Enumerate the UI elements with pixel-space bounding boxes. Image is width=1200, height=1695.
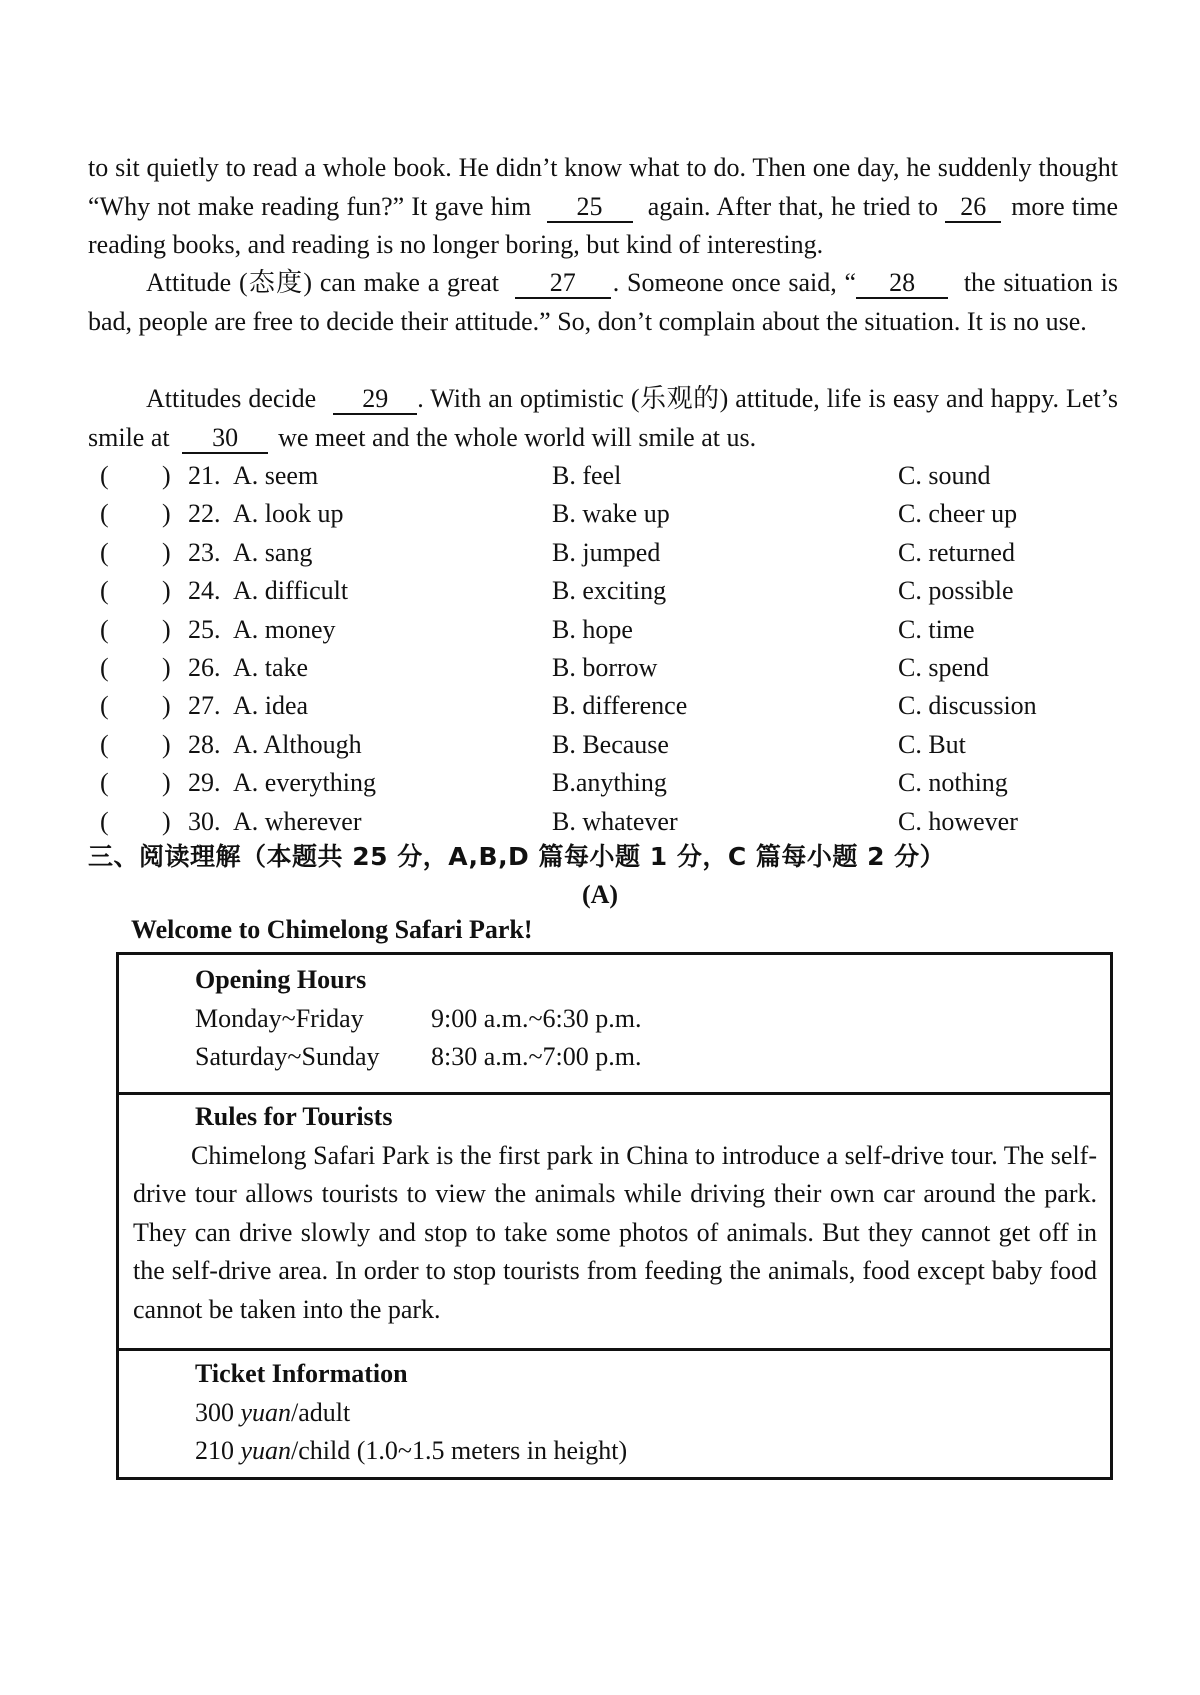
question-number: 29. (188, 768, 221, 798)
ticket-child (195, 1432, 627, 1471)
option-a[interactable]: A. sang (233, 537, 313, 567)
answer-paren-right: ) (162, 768, 171, 798)
answer-paren-right: ) (162, 729, 171, 759)
question-number: 28. (188, 729, 221, 759)
answer-paren-left: ( (100, 614, 109, 644)
rules-text: Chimelong Safari Park is the first park in China to introduce a self-drive tour. The self-drive tour allows tourists to view the animals while driving their own car around the park. They can drive slowly and stop to take some photos of animals. But they cannot get off in the self-drive area. In order to stop tourists from feeding the animals, food except baby food cannot be taken into the park. (133, 1140, 1097, 1324)
hours-time: 8:30 a.m.~7:00 p.m. (431, 1042, 642, 1071)
option-a[interactable]: A. everything (233, 768, 376, 798)
question-row (92, 534, 1122, 572)
answer-paren-right: ) (162, 461, 171, 490)
rules-section (133, 1098, 1097, 1329)
answer-paren-left: ( (100, 653, 109, 682)
question-row (92, 687, 1122, 725)
option-c[interactable]: C. time (898, 614, 975, 644)
answer-paren-right: ) (162, 806, 171, 836)
question-number: 21. (188, 461, 221, 490)
part-label: (A) (581, 880, 619, 909)
question-row (92, 726, 1122, 764)
opening-hours-heading: Opening Hours (195, 965, 367, 994)
answer-paren-left: ( (100, 461, 109, 490)
option-a[interactable]: A. seem (233, 461, 319, 490)
question-number: 24. (188, 576, 221, 606)
rules-heading: Rules for Tourists (195, 1102, 393, 1131)
rules-body (133, 1137, 1097, 1330)
adult-label: /adult (291, 1397, 351, 1427)
passage-text: again. After that, he tried to (647, 191, 938, 221)
answer-paren-left: ( (100, 806, 109, 836)
option-b[interactable]: B. hope (552, 614, 633, 644)
answer-paren-left: ( (100, 691, 109, 721)
option-b[interactable]: B. feel (552, 461, 622, 490)
passage-text: we meet and the whole world will smile at us. (278, 422, 757, 452)
question-number: 26. (188, 653, 221, 682)
option-c[interactable]: C. spend (898, 653, 989, 682)
opening-hours-section (195, 961, 642, 1077)
option-c[interactable]: C. possible (898, 576, 1014, 606)
section-heading: 三、阅读理解（本题共 25 分，A,B,D 篇每小题 1 分，C 篇每小题 2 分） (88, 842, 946, 871)
option-c[interactable]: C. returned (898, 537, 1015, 567)
option-a[interactable]: A. idea (233, 691, 309, 721)
answer-paren-left: ( (100, 499, 109, 529)
option-c[interactable]: C. nothing (898, 768, 1008, 798)
answer-paren-right: ) (162, 576, 171, 606)
question-number: 30. (188, 806, 221, 836)
option-c[interactable]: C. But (898, 729, 966, 759)
option-b[interactable]: B. wake up (552, 499, 670, 529)
passage-text: . With an optimistic (乐观的) attitude, life is easy and happy. Let’s smile at (88, 384, 1118, 452)
passage-text: thought “Why not make reading fun?” It gave him (88, 153, 1118, 221)
blank-28[interactable]: 28 (856, 269, 948, 299)
price-unit: yuan (240, 1436, 292, 1465)
option-b[interactable]: B. borrow (552, 653, 658, 682)
passage-text: the situation is bad, people are free to decide their attitude.” So, don’t complain about the situation. It is no use. (88, 268, 1119, 336)
box-divider (119, 1092, 1110, 1095)
question-number: 27. (188, 691, 221, 721)
answer-paren-left: ( (100, 576, 109, 606)
option-a[interactable]: A. Although (233, 729, 362, 759)
question-row (92, 572, 1122, 610)
answer-paren-left: ( (100, 537, 109, 567)
option-b[interactable]: B. jumped (552, 537, 661, 567)
answer-paren-left: ( (100, 768, 109, 798)
option-a[interactable]: A. wherever (233, 806, 362, 836)
option-b[interactable]: B. Because (552, 729, 669, 759)
price-unit: yuan (240, 1397, 292, 1427)
ticket-section (195, 1355, 627, 1471)
option-c[interactable]: C. discussion (898, 691, 1037, 721)
passage-text: Attitudes decide (146, 384, 317, 413)
passage-paragraph-2 (88, 264, 1118, 341)
hours-row (195, 1000, 642, 1039)
option-c[interactable]: C. sound (898, 461, 991, 490)
option-a[interactable]: A. money (233, 614, 336, 644)
question-number: 25. (188, 614, 221, 644)
question-number: 22. (188, 499, 221, 529)
passage-text: more time reading books, and reading is no longer boring, but kind of interesting. (88, 191, 1119, 259)
option-b[interactable]: B. exciting (552, 576, 667, 606)
question-number: 23. (188, 537, 221, 567)
option-a[interactable]: A. take (233, 653, 309, 682)
box-divider (119, 1348, 1110, 1351)
passage-paragraph-3 (88, 380, 1118, 457)
option-c[interactable]: C. cheer up (898, 499, 1018, 529)
hours-days: Saturday~Sunday (195, 1042, 380, 1071)
blank-27[interactable]: 27 (515, 269, 611, 299)
answer-paren-right: ) (162, 499, 171, 529)
passage-paragraph-1 (88, 149, 1118, 265)
question-row (92, 803, 1122, 841)
passage-text: Attitude (态度) can make a great (146, 268, 499, 297)
option-b[interactable]: B. whatever (552, 806, 678, 836)
ticket-heading: Ticket Information (195, 1359, 408, 1388)
passage-text: . Someone once said, “ (612, 268, 857, 297)
option-c[interactable]: C. however (898, 806, 1018, 836)
hours-days: Monday~Friday (195, 1003, 364, 1033)
option-a[interactable]: A. look up (233, 499, 344, 529)
option-b[interactable]: B.anything (552, 768, 667, 798)
hours-row (195, 1038, 642, 1077)
option-a[interactable]: A. difficult (233, 576, 349, 606)
blank-30[interactable]: 30 (182, 424, 268, 454)
option-b[interactable]: B. difference (552, 691, 688, 721)
question-row (92, 764, 1122, 802)
question-row (92, 495, 1122, 533)
child-label: /child (1.0~1.5 meters in height) (291, 1436, 628, 1465)
ticket-adult (195, 1394, 627, 1433)
passage-text: to sit quietly to read a whole book. He didn’t know what to do. Then one day, he suddenly (88, 153, 1032, 182)
answer-paren-right: ) (162, 537, 171, 567)
answer-paren-left: ( (100, 729, 109, 759)
question-row (92, 457, 1122, 495)
blank-25[interactable]: 25 (547, 193, 633, 223)
question-row (92, 649, 1122, 687)
child-price: 210 (195, 1436, 234, 1465)
answer-paren-right: ) (162, 653, 171, 682)
question-row (92, 611, 1122, 649)
park-info-box (116, 952, 1113, 1480)
answer-paren-right: ) (162, 614, 171, 644)
blank-26[interactable]: 26 (945, 193, 1001, 223)
notice-title: Welcome to Chimelong Safari Park! (131, 915, 533, 944)
answer-paren-right: ) (162, 691, 171, 721)
adult-price: 300 (195, 1397, 234, 1427)
hours-time: 9:00 a.m.~6:30 p.m. (431, 1003, 642, 1033)
blank-29[interactable]: 29 (333, 385, 417, 415)
